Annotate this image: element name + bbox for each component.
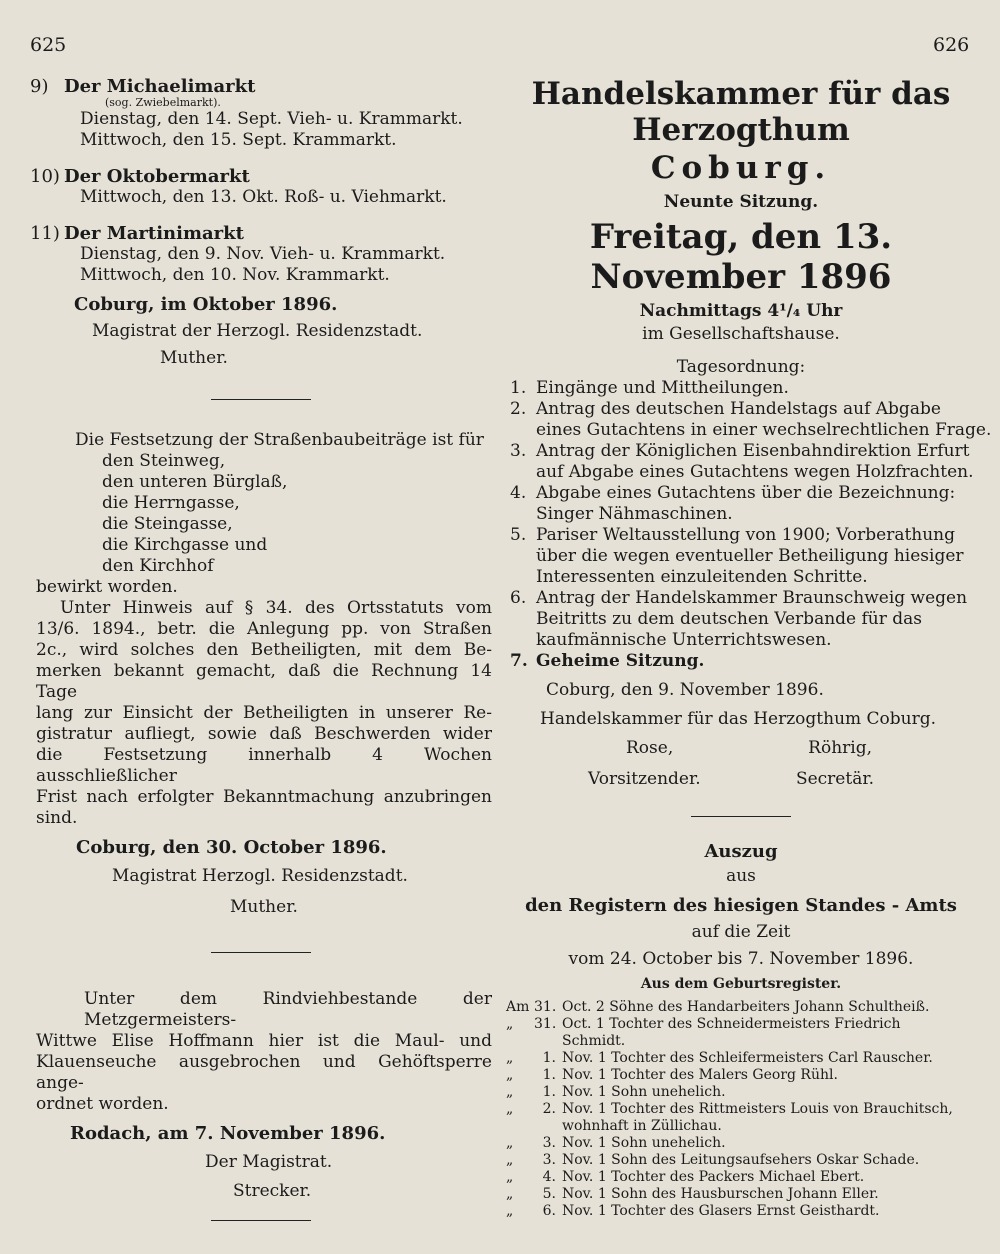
- agenda-text: Beitritts zu dem deutschen Verbande für das: [536, 609, 923, 629]
- notice-body-line: die Festsetzung innerhalb 4 Wochen ausschließlicher: [36, 745, 492, 786]
- register-entry-cont: Schmidt.: [562, 1033, 626, 1049]
- market-10: [30, 166, 492, 208]
- agenda-number: 2.: [510, 399, 527, 419]
- rodach-line: Klauenseuche ausgebrochen und Gehöftsperre ange-: [36, 1052, 492, 1093]
- notice-body-line: gistratur aufliegt, sowie daß Beschwerden wider: [36, 724, 492, 744]
- notice-body-line: lang zur Einsicht der Betheiligten in unserer Re-: [36, 703, 492, 723]
- agenda-text: Antrag des deutschen Handelstags auf Abgabe: [536, 399, 941, 419]
- agenda-item: [510, 399, 992, 441]
- register-entry: „ 3. Nov. 1 Sohn des Leitungsaufsehers Oskar Schade.: [506, 1152, 920, 1168]
- excerpt-period: auf die Zeit: [691, 922, 791, 942]
- rodach-line: Unter dem Rindviehbestande der Metzgermeisters-: [84, 989, 492, 1030]
- notice-body-line: Frist nach erfolgter Bekanntmachung anzubringen: [36, 787, 492, 807]
- street-item: die Steingasse,: [102, 514, 233, 534]
- agenda-text: Interessenten einzuleitenden Schritte.: [536, 567, 868, 587]
- register-entry: „ 1. Nov. 1 Tochter des Schleifermeisters Carl Rauscher.: [506, 1050, 933, 1066]
- signatory-name: Röhrig,: [808, 738, 872, 758]
- divider: [211, 1220, 311, 1221]
- notice-signer: Muther.: [230, 897, 298, 917]
- street-item: den unteren Bürglaß,: [102, 472, 288, 492]
- market-line: Dienstag, den 14. Sept. Vieh- u. Krammarkt.: [80, 109, 463, 129]
- rodach-signer: Strecker.: [233, 1181, 312, 1201]
- street-item: den Steinweg,: [102, 451, 226, 471]
- market-title: Der Oktobermarkt: [64, 166, 250, 187]
- register-entry: Am 31. Oct. 2 Söhne des Handarbeiters Johann Schultheiß.: [506, 999, 930, 1015]
- register-entry: „ 1. Nov. 1 Tochter des Malers Georg Rühl.: [506, 1067, 838, 1083]
- excerpt-title: Auszug: [704, 841, 778, 862]
- agenda-text: Antrag der Königlichen Eisenbahndirektion Erfurt: [536, 441, 970, 461]
- street-item: die Herrngasse,: [102, 493, 240, 513]
- excerpt-subheading: Aus dem Geburtsregister.: [640, 976, 842, 992]
- divider: [211, 399, 311, 400]
- signatory-title: Secretär.: [795, 769, 874, 789]
- agenda-text: eines Gutachtens in einer wechselrechtlichen Frage.: [536, 420, 992, 440]
- notice-intro: Die Festsetzung der Straßenbaubeiträge ist für: [75, 430, 484, 450]
- street-fees-notice: [30, 430, 492, 918]
- rodach-notice: [30, 989, 492, 1202]
- market-line: Mittwoch, den 10. Nov. Krammarkt.: [80, 265, 390, 285]
- notice-body-line: 13/6. 1894., betr. die Anlegung pp. von Straßen: [36, 619, 492, 639]
- meeting-date: Freitag, den 13. November 1896: [589, 217, 893, 297]
- agenda-text: Abgabe eines Gutachtens über die Bezeichnung:: [536, 483, 956, 503]
- signoff-authority: Magistrat der Herzogl. Residenzstadt.: [92, 321, 423, 341]
- excerpt-range: vom 24. October bis 7. November 1896.: [568, 949, 914, 969]
- notice-body-line: Unter Hinweis auf § 34. des Ortsstatuts vom: [60, 598, 492, 618]
- market-label: 10): [30, 166, 60, 187]
- page-number-left: 625: [30, 34, 67, 56]
- notice-authority: Magistrat Herzogl. Residenzstadt.: [112, 866, 408, 886]
- register-entry: „ 31. Oct. 1 Tochter des Schneidermeisters Friedrich: [506, 1016, 901, 1032]
- excerpt-registers: den Registern des hiesigen Standes - Amts: [525, 895, 957, 916]
- market-line: Mittwoch, den 13. Okt. Roß- u. Viehmarkt.: [80, 187, 447, 207]
- signatory-titles: [510, 769, 972, 790]
- market-label: 11): [30, 223, 60, 244]
- chamber-date-place: Coburg, den 9. November 1896.: [546, 680, 824, 700]
- agenda-text: Antrag der Handelskammer Braunschweig wegen: [536, 588, 968, 608]
- agenda-list: [510, 378, 992, 672]
- agenda-item: [510, 588, 972, 651]
- coburg-signoff: [30, 294, 492, 369]
- notice-body-line: merken bekannt gemacht, daß die Rechnung 14 Tage: [36, 661, 492, 702]
- agenda-text: Eingänge und Mittheilungen.: [536, 378, 789, 398]
- agenda-item: [510, 651, 972, 672]
- agenda-title: Tagesordnung:: [676, 357, 806, 377]
- signatory-title: Vorsitzender.: [588, 769, 701, 789]
- signoff-signer: Muther.: [160, 348, 228, 368]
- street-item: die Kirchgasse und: [102, 535, 268, 555]
- agenda-number: 3.: [510, 441, 527, 461]
- chamber-heading-city: Coburg.: [650, 150, 832, 186]
- market-9: [30, 76, 492, 151]
- agenda-number: 1.: [510, 378, 527, 398]
- register-entry-cont: wohnhaft in Züllichau.: [562, 1118, 722, 1134]
- chamber-heading: Handelskammer für das Herzogthum: [531, 76, 951, 148]
- agenda-item: [510, 378, 972, 399]
- agenda-text: kaufmännische Unterrichtswesen.: [536, 630, 832, 650]
- agenda-item: [510, 525, 972, 588]
- market-line: Mittwoch, den 15. Sept. Krammarkt.: [80, 130, 397, 150]
- signatories: [510, 738, 972, 759]
- excerpt-aus: aus: [726, 866, 756, 886]
- agenda-number: 6.: [510, 588, 527, 608]
- agenda-number: 4.: [510, 483, 527, 503]
- agenda-item: [510, 483, 972, 525]
- notice-body-last: sind.: [36, 808, 78, 828]
- page-number-right: 626: [933, 34, 970, 56]
- agenda-text: über die wegen eventueller Betheiligung hiesiger: [536, 546, 964, 566]
- signoff-date: Coburg, im Oktober 1896.: [74, 294, 338, 315]
- register-entry: „ 4. Nov. 1 Tochter des Packers Michael Ebert.: [506, 1169, 865, 1185]
- rodach-last: ordnet worden.: [36, 1094, 169, 1114]
- birth-register-list: [506, 999, 972, 1220]
- signatory-name: Rose,: [626, 738, 674, 758]
- registry-excerpt: [506, 841, 972, 1220]
- agenda-text: Geheime Sitzung.: [536, 651, 705, 671]
- notice-body-line: 2c., wird solches den Betheiligten, mit dem Be-: [36, 640, 492, 660]
- market-line: Dienstag, den 9. Nov. Vieh- u. Krammarkt.: [80, 244, 446, 264]
- agenda-text: auf Abgabe eines Gutachtens wegen Holzfrachten.: [536, 462, 974, 482]
- market-note: (sog. Zwiebelmarkt).: [105, 96, 221, 109]
- notice-date: Coburg, den 30. October 1896.: [76, 837, 387, 858]
- rodach-line: Wittwe Elise Hoffmann hier ist die Maul- und: [36, 1031, 492, 1051]
- market-title: Der Michaelimarkt: [64, 76, 256, 97]
- rodach-authority: Der Magistrat.: [205, 1152, 333, 1172]
- right-column: [506, 76, 992, 1220]
- register-entry: „ 1. Nov. 1 Sohn unehelich.: [506, 1084, 726, 1100]
- agenda-number: 5.: [510, 525, 527, 545]
- market-title: Der Martinimarkt: [64, 223, 244, 244]
- street-item: den Kirchhof: [102, 556, 214, 576]
- agenda-text: Singer Nähmaschinen.: [536, 504, 733, 524]
- market-11: [30, 223, 492, 286]
- notice-outro: bewirkt worden.: [36, 577, 178, 597]
- left-column: [30, 76, 492, 1239]
- market-label: 9): [30, 76, 49, 97]
- meeting-venue: im Gesellschaftshause.: [642, 324, 840, 344]
- divider: [211, 952, 311, 953]
- chamber-signoff: Handelskammer für das Herzogthum Coburg.: [540, 709, 937, 729]
- agenda-item: [510, 441, 972, 483]
- agenda-number: 7.: [510, 651, 528, 671]
- register-entry: „ 6. Nov. 1 Tochter des Glasers Ernst Geisthardt.: [506, 1203, 880, 1219]
- register-entry: „ 3. Nov. 1 Sohn unehelich.: [506, 1135, 726, 1151]
- session-label: Neunte Sitzung.: [663, 192, 819, 212]
- divider: [691, 816, 791, 817]
- meeting-time: Nachmittags 4¹/₄ Uhr: [639, 301, 843, 321]
- register-entry: „ 5. Nov. 1 Sohn des Hausburschen Johann Eller.: [506, 1186, 879, 1202]
- rodach-date: Rodach, am 7. November 1896.: [70, 1123, 386, 1144]
- register-entry: „ 2. Nov. 1 Tochter des Rittmeisters Louis von Brauchitsch,: [506, 1101, 953, 1117]
- agenda-text: Pariser Weltausstellung von 1900; Vorberathung: [536, 525, 956, 545]
